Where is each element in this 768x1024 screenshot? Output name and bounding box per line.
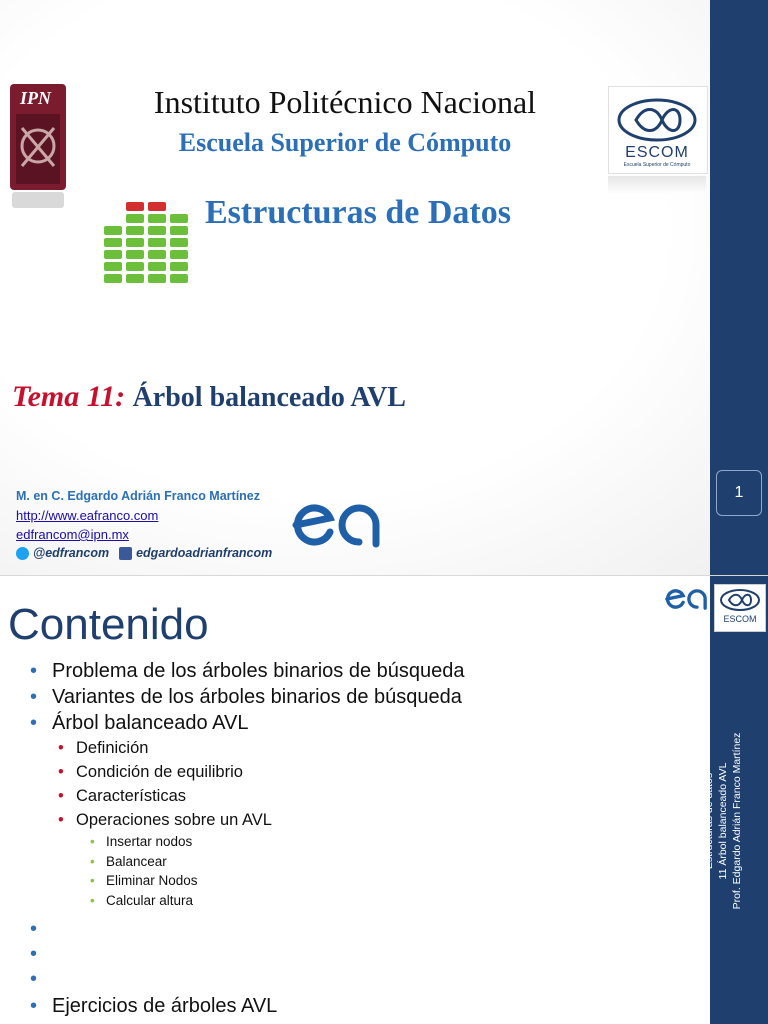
- sidebar-line-author: Prof. Edgardo Adrián Franco Martínez: [731, 732, 743, 910]
- course-title: Estructuras de Datos: [205, 194, 511, 231]
- sidebar-vertical-text: [702, 733, 744, 910]
- list-item: • Problema de los árboles binarios de búsqueda: [30, 658, 690, 684]
- topic-heading: [12, 380, 406, 414]
- ipn-logo-text: IPN: [20, 88, 51, 108]
- facebook-handle[interactable]: edgardoadrianfrancom: [136, 546, 273, 560]
- ea-logo-icon: [290, 502, 382, 553]
- author-block: [16, 487, 272, 563]
- data-blocks-icon: [102, 200, 192, 288]
- twitter-icon: [16, 547, 29, 560]
- website-link[interactable]: http://www.eafranco.com: [16, 508, 159, 523]
- slide-sidebar: [703, 576, 768, 1024]
- list-item: • Balancear: [30, 852, 690, 872]
- social-row: [16, 544, 272, 563]
- list-item: • Operaciones sobre un AVL: [30, 808, 690, 832]
- ipn-logo: [8, 84, 68, 210]
- escom-logo-text: ESCOM: [625, 144, 689, 161]
- list-item: • Definición: [30, 736, 690, 760]
- escom-mini-logo: [714, 584, 766, 632]
- list-item: • Insertar nodos: [30, 832, 690, 852]
- sidebar-line-topic: 11 Árbol balanceado AVL: [717, 762, 729, 880]
- list-item: • Variantes de los árboles binarios de búsqueda: [30, 684, 690, 710]
- contents-list: [30, 658, 690, 1019]
- escom-logo-subtext: Escuela Superior de Cómputo: [623, 162, 691, 168]
- list-item: • Condición de equilibrio: [30, 760, 690, 784]
- empty-list-item: [30, 966, 690, 991]
- escom-logo: [608, 86, 706, 196]
- school-name: Escuela Superior de Cómputo: [178, 128, 512, 157]
- empty-list-item: [30, 941, 690, 966]
- author-name: M. en C. Edgardo Adrián Franco Martínez: [16, 489, 261, 503]
- list-item: • Ejercicios de árboles AVL: [30, 993, 690, 1019]
- institute-name: Instituto Politécnico Nacional: [153, 84, 537, 120]
- empty-list-item: [30, 916, 690, 941]
- email-link[interactable]: edfrancom@ipn.mx: [16, 527, 129, 542]
- list-item: • Eliminar Nodos: [30, 871, 690, 891]
- facebook-icon: [119, 547, 132, 560]
- topic-label: Tema 11:: [12, 380, 126, 413]
- slide-title: Contenido: [8, 600, 209, 649]
- list-item: • Árbol balanceado AVL: [30, 710, 690, 736]
- escom-mini-logo-text: ESCOM: [723, 614, 757, 624]
- twitter-handle[interactable]: @edfrancom: [33, 546, 110, 560]
- topic-title: Árbol balanceado AVL: [132, 382, 406, 413]
- sidebar-line-course: Estructuras de datos: [703, 772, 715, 870]
- list-item: • Características: [30, 784, 690, 808]
- list-item: • Calcular altura: [30, 891, 690, 911]
- contents-slide: [0, 576, 768, 1024]
- page-number: 1: [716, 470, 762, 516]
- ea-logo-small-icon: [664, 588, 708, 615]
